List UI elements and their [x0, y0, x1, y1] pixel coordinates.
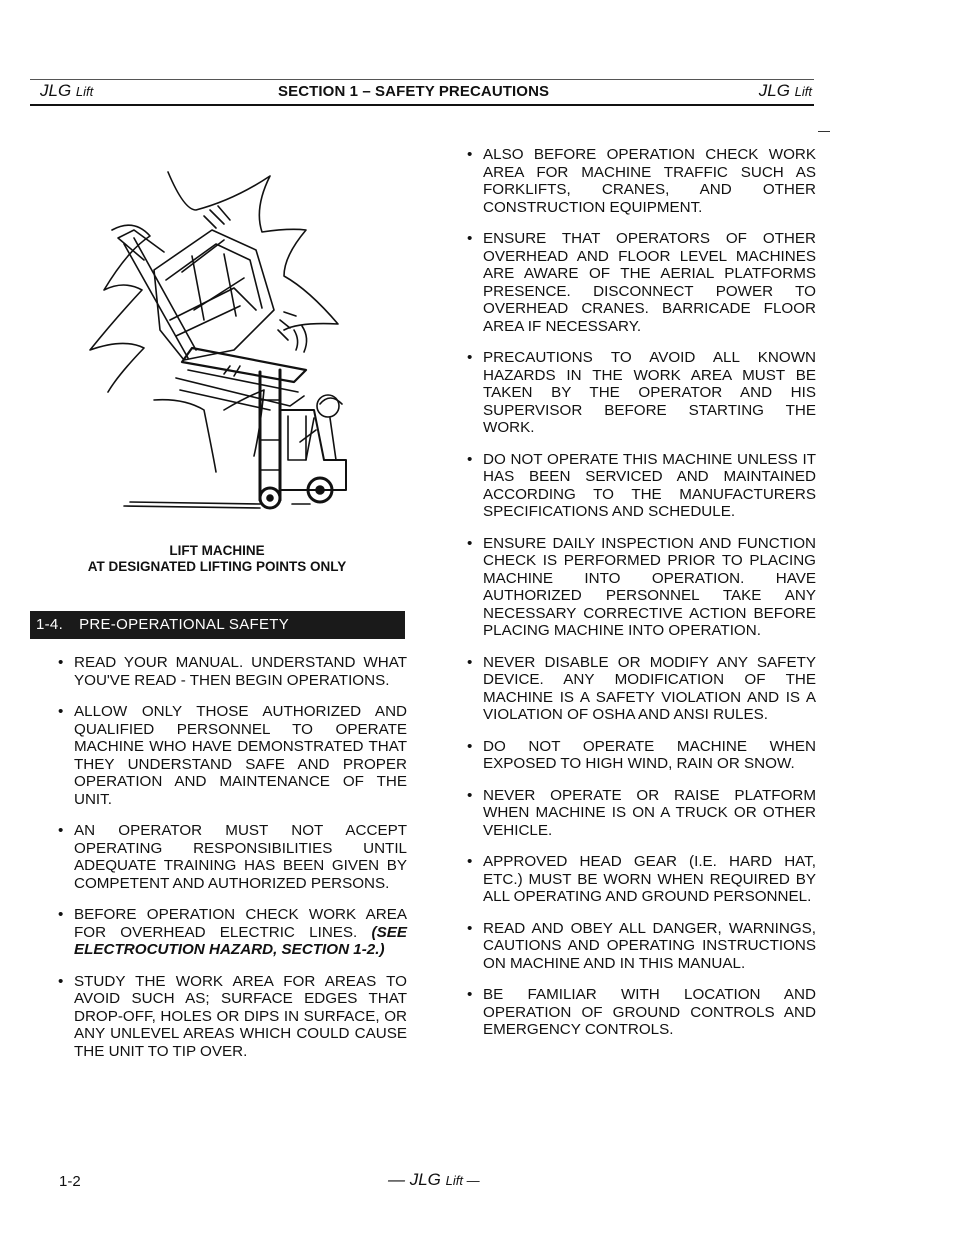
list-item: • ALSO BEFORE OPERATION CHECK WORK AREA FOR MACHINE TRAFFIC SUCH AS FORKLIFTS, CRANES, AND OTHER CONSTRUCTION EQUIPMENT. — [466, 146, 816, 216]
figure-caption — [30, 543, 404, 575]
header-brand-left: JLG Lift — [40, 81, 94, 100]
list-item: • DO NOT OPERATE MACHINE WHEN EXPOSED TO HIGH WIND, RAIN OR SNOW. — [466, 738, 816, 773]
forklift-lifting-illustration — [84, 160, 364, 520]
section-heading — [30, 611, 405, 639]
left-bullet-list — [57, 654, 407, 1074]
list-item: • READ YOUR MANUAL. UNDERSTAND WHAT YOU'VE READ - THEN BEGIN OPERATIONS. — [57, 654, 407, 689]
list-item: • PRECAUTIONS TO AVOID ALL KNOWN HAZARDS IN THE WORK AREA MUST BE TAKEN BY THE OPERATOR AND HIS SUPERVISOR BEFORE STARTING THE WORK. — [466, 349, 816, 437]
list-item: • APPROVED HEAD GEAR (I.E. HARD HAT, ETC.) MUST BE WORN WHEN REQUIRED BY ALL OPERATING AND GROUND PERSONNEL. — [466, 853, 816, 906]
list-item: • ENSURE DAILY INSPECTION AND FUNCTION CHECK IS PERFORMED PRIOR TO PLACING MACHINE INTO OPERATION. HAVE AUTHORIZED PERSONNEL TAKE ANY NECESSARY CORRECTIVE ACTION BEFORE PLACING MACHINE INTO OPERATION. — [466, 535, 816, 640]
caption-line-2: AT DESIGNATED LIFTING POINTS ONLY — [87, 559, 347, 574]
list-item: • DO NOT OPERATE THIS MACHINE UNLESS IT HAS BEEN SERVICED AND MAINTAINED ACCORDING TO THE MANUFACTURERS SPECIFICATIONS AND SCHEDULE. — [466, 451, 816, 521]
section-title: PRE-OPERATIONAL SAFETY — [79, 616, 290, 633]
list-item: • BEFORE OPERATION CHECK WORK AREA FOR OVERHEAD ELECTRIC LINES. (SEE ELECTROCUTION HAZARD, SECTION 1-2.) — [57, 906, 407, 959]
page-header — [30, 79, 814, 106]
margin-mark — [818, 131, 830, 132]
list-item: • NEVER DISABLE OR MODIFY ANY SAFETY DEVICE. ANY MODIFICATION OF THE MACHINE IS A SAFETY VIOLATION AND IS A VIOLATION OF OSHA AND ANSI RULES. — [466, 654, 816, 724]
footer-brand: — JLG Lift — — [388, 1170, 480, 1189]
header-section-title: SECTION 1 – SAFETY PRECAUTIONS — [278, 83, 550, 100]
cross-reference-note: (SEE ELECTROCUTION HAZARD, SECTION 1-2.) — [74, 923, 407, 958]
list-item: • STUDY THE WORK AREA FOR AREAS TO AVOID SUCH AS; SURFACE EDGES THAT DROP-OFF, HOLES OR DIPS IN SURFACE, OR ANY UNLEVEL AREAS WHICH COULD CAUSE THE UNIT TO TIP OVER. — [57, 973, 407, 1061]
page-number: 1-2 — [59, 1173, 81, 1190]
list-item: • NEVER OPERATE OR RAISE PLATFORM WHEN MACHINE IS ON A TRUCK OR OTHER VEHICLE. — [466, 787, 816, 840]
list-item: • ALLOW ONLY THOSE AUTHORIZED AND QUALIFIED PERSONNEL TO OPERATE MACHINE WHO HAVE DEMONSTRATED THAT THEY UNDERSTAND SAFE AND PROPER OPERATION AND MAINTENANCE OF THE UNIT. — [57, 703, 407, 808]
section-number: 1-4. — [36, 616, 64, 633]
caption-line-1: LIFT MACHINE — [169, 543, 265, 558]
list-item: • BE FAMILIAR WITH LOCATION AND OPERATION OF GROUND CONTROLS AND EMERGENCY CONTROLS. — [466, 986, 816, 1039]
list-item: • AN OPERATOR MUST NOT ACCEPT OPERATING RESPONSIBILITIES UNTIL ADEQUATE TRAINING HAS BEEN GIVEN BY COMPETENT AND AUTHORIZED PERSONS. — [57, 822, 407, 892]
header-brand-right: JLG Lift — [758, 81, 812, 100]
list-item: • ENSURE THAT OPERATORS OF OTHER OVERHEAD AND FLOOR LEVEL MACHINES ARE AWARE OF THE AERIAL PLATFORMS PRESENCE. DISCONNECT POWER TO OVERHEAD CRANES. BARRICADE FLOOR AREA IF NECESSARY. — [466, 230, 816, 335]
list-item: • READ AND OBEY ALL DANGER, WARNINGS, CAUTIONS AND OPERATING INSTRUCTIONS ON MACHINE AND IN THIS MANUAL. — [466, 920, 816, 973]
right-bullet-list — [466, 146, 816, 1053]
